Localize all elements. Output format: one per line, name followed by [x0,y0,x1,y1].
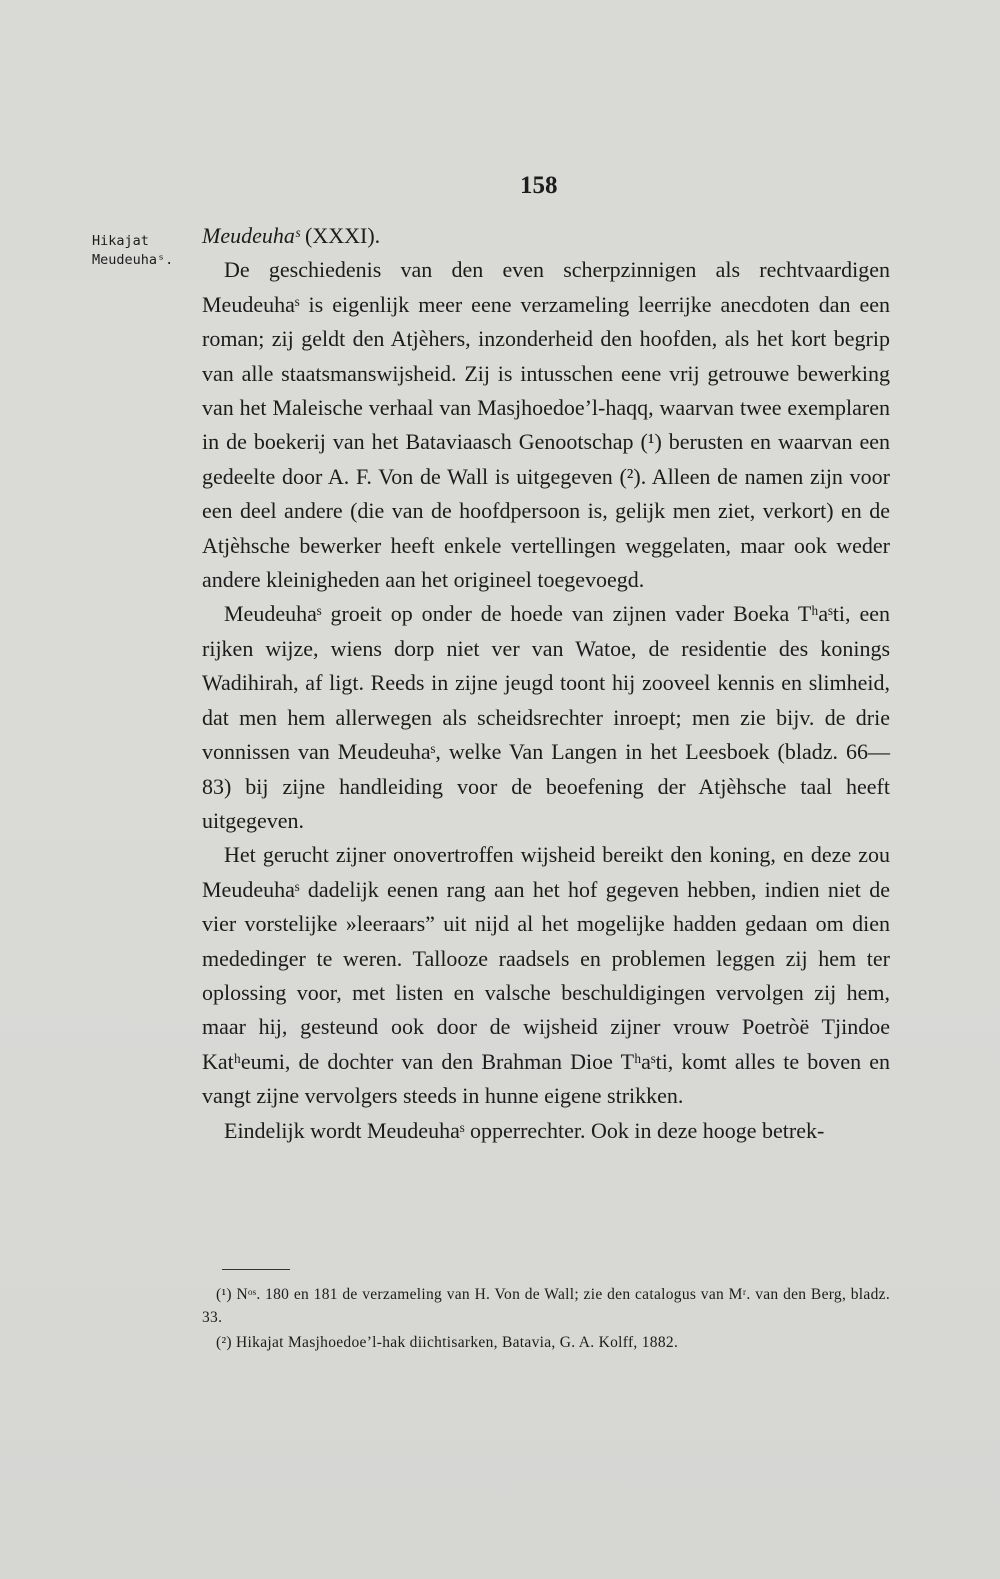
paragraph: Eindelijk wordt Meudeuhaˢ opperrechter. Ook in deze hooge betrek- [224,1117,825,1143]
paragraph: Het gerucht zijner onovertroffen wijsheid bereikt den koning, en deze zou Meudeuhaˢ dadelijk eenen rang aan het hof gegeven hebben, indien niet de vier vorstelijke »leeraars” uit nijd al het mogelijke hadden gedaan om dien mededinger te weren. Tallooze raadsels en problemen leggen zij hem ter oplossing voor, met listen en valsche beschuldigingen vervolgen zij hem, maar hij, gesteund ook door de wijsheid zijner vrouw Poetròë Tjindoe Katʰeumi, de dochter van den Brahman Dioe Tʰaˢti, komt alles te boven en vangt zijne vervolgers steeds in hunne eigene strikken. [202,842,890,1109]
section-number: (XXXI). [305,223,381,248]
page-number: 158 [520,172,558,199]
footnote-divider [222,1269,290,1270]
margin-note-line: Hikajat [92,233,149,249]
footnote: (¹) Nᵒˢ. 180 en 181 de verzameling van H. Von de Wall; zie den catalogus van Mʳ. van den Berg, bladz. 33. [202,1286,890,1326]
section-heading [202,219,890,253]
margin-note-line: Meudeuhaˢ. [92,252,174,268]
paragraph: Meudeuhaˢ groeit op onder de hoede van zijnen vader Boeka Tʰaˢti, een rijken wijze, wiens dorp niet ver van Watoe, de residentie des konings Wadihirah, af ligt. Reeds in zijne jeugd toont hij zooveel kennis en slimheid, dat men hem allerwegen als scheidsrechter inroept; men zie bijv. de drie vonnissen van Meudeuhaˢ, welke Van Langen in het Leesboek (bladz. 66—83) bij zijne handleiding voor de beoefening der Atjèhsche taal heeft uitgegeven. [202,601,890,833]
footnotes [202,1283,890,1354]
footnote: (²) Hikajat Masjhoedoe’l-hak diichtisarken, Batavia, G. A. Kolff, 1882. [216,1334,679,1351]
section-title: Meudeuhaˢ [202,223,300,248]
body-text [202,219,890,1148]
margin-note [92,232,173,270]
paragraph: De geschiedenis van den even scherpzinnigen als rechtvaardigen Meudeuhaˢ is eigenlijk meer eene verzameling leerrijke anecdoten dan een roman; zij geldt den Atjèhers, inzonderheid den hoofden, als het kort begrip van alle staatsmanswijsheid. Zij is intusschen eene vrij getrouwe bewerking van het Maleische verhaal van Masjhoedoe’l-haqq, waarvan twee exemplaren in de boekerij van het Bataviaasch Genootschap (¹) berusten en waarvan een gedeelte door A. F. Von de Wall is uitgegeven (²). Alleen de namen zijn voor een deel andere (die van de hoofdpersoon is, gelijk men ziet, verkort) en de Atjèhsche bewerker heeft enkele vertellingen weggelaten, maar ook weder andere kleinigheden aan het origineel toegevoegd. [202,257,890,593]
